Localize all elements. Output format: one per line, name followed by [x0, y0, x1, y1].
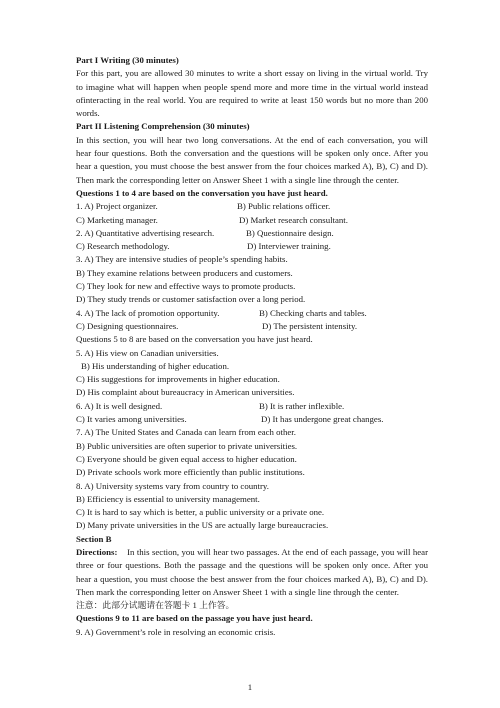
directions-label: Directions: — [76, 546, 118, 557]
part1-line: to imagine what will happen when people spend more and more time in the virtual world instead — [76, 81, 428, 92]
option: 2. A) Quantitative advertising research. — [76, 227, 215, 238]
option: B) It is rather inflexible. — [259, 400, 345, 411]
question-8-option: C) It is hard to say which is better, a public university or a private one. — [76, 507, 325, 518]
part1-line: words. — [76, 108, 100, 119]
question-2-row-1 — [76, 227, 428, 240]
question-1-row-2 — [76, 214, 428, 227]
part1-line: For this part, you are allowed 30 minutes to write a short essay on living in the virtual world. Try — [76, 68, 428, 79]
option: D) It has undergone great changes. — [261, 414, 384, 425]
option: B) Checking charts and tables. — [259, 307, 367, 318]
question-8-option: 8. A) University systems vary from country to country. — [76, 480, 269, 491]
option: C) Research methodology. — [76, 241, 170, 252]
option: B) Questionnaire design. — [246, 227, 334, 238]
option: C) It varies among universities. — [76, 414, 187, 425]
section-b-line: hear a question, you must choose the best answer from the four choices marked A), B), C) and D). — [76, 573, 428, 584]
part2-line: Then mark the corresponding letter on Answer Sheet 1 with a single line through the center. — [76, 174, 399, 185]
question-4-row-2 — [76, 320, 428, 333]
question-8-option: D) Many private universities in the US are actually large bureaucracies. — [76, 520, 329, 531]
section-b-title: Section B — [76, 533, 112, 544]
section-b-line: three or four questions. Both the passage and the questions will be spoken only once. After you — [76, 560, 428, 571]
option: D) Market research consultant. — [239, 214, 348, 225]
part2-line: hear four questions. Both the conversation and the questions will be spoken only once. After you — [76, 148, 428, 159]
answer-sheet-note: 注意：此部分试题请在答题卡 1 上作答。 — [76, 600, 235, 611]
section-b-line: Then mark the corresponding letter on Answer Sheet 1 with a single line through the center. — [76, 586, 399, 597]
question-6-row-2 — [76, 413, 428, 426]
question-4-row-1 — [76, 307, 428, 320]
part1-line: ofinteracting in the real world. You are required to write at least 150 words but no more than 200 — [76, 94, 428, 105]
part2-title: Part II Listening Comprehension (30 minutes) — [76, 121, 250, 132]
section-b-directions — [76, 546, 428, 559]
question-3-option: D) They study trends or customer satisfaction over a long period. — [76, 294, 306, 305]
question-9-option: 9. A) Government’s role in resolving an economic crisis. — [76, 626, 276, 637]
question-7-option: D) Private schools work more efficiently than public institutions. — [76, 467, 305, 478]
option: 4. A) The lack of promotion opportunity. — [76, 307, 220, 318]
option: B) Public relations officer. — [237, 201, 331, 212]
question-7-option: B) Public universities are often superior to private universities. — [76, 440, 298, 451]
page-number: 1 — [247, 682, 253, 692]
part2-line: hear a question, you must choose the best answer from the four choices marked A), B), C) and D). — [76, 161, 428, 172]
question-5-option: C) His suggestions for improvements in higher education. — [76, 374, 280, 385]
option: 6. A) It is well designed. — [76, 400, 163, 411]
q5to8-heading: Questions 5 to 8 are based on the conversation you have just heard. — [76, 334, 313, 345]
question-5-option: D) His complaint about bureaucracy in American universities. — [76, 387, 295, 398]
question-3-option: C) They look for new and effective ways to promote products. — [76, 281, 296, 292]
option: D) The persistent intensity. — [262, 320, 358, 331]
question-5-option: 5. A) His view on Canadian universities. — [76, 347, 219, 358]
option: 1. A) Project organizer. — [76, 201, 158, 212]
option: D) Interviewer training. — [247, 241, 331, 252]
q1to4-heading: Questions 1 to 4 are based on the conversation you have just heard. — [76, 187, 328, 198]
exam-content — [76, 54, 428, 639]
question-8-option: B) Efficiency is essential to university management. — [76, 493, 260, 504]
question-5-option: B) His understanding of higher education. — [81, 360, 230, 371]
part2-line: In this section, you will hear two long conversations. At the end of each conversation, you will — [76, 134, 428, 145]
question-3-option: 3. A) They are intensive studies of people’s spending habits. — [76, 254, 288, 265]
option: C) Designing questionnaires. — [76, 320, 179, 331]
question-3-option: B) They examine relations between producers and customers. — [76, 267, 293, 278]
option: C) Marketing manager. — [76, 214, 158, 225]
question-7-option: 7. A) The United States and Canada can learn from each other. — [76, 427, 296, 438]
question-7-option: C) Everyone should be given equal access to higher education. — [76, 453, 297, 464]
question-6-row-1 — [76, 400, 428, 413]
part1-title: Part I Writing (30 minutes) — [76, 55, 179, 65]
question-1-row-1 — [76, 200, 428, 213]
directions-text: In this section, you will hear two passages. At the end of each passage, you will hear — [127, 546, 428, 557]
question-2-row-2 — [76, 240, 428, 253]
q9to11-heading: Questions 9 to 11 are based on the passage you have just heard. — [76, 613, 313, 624]
